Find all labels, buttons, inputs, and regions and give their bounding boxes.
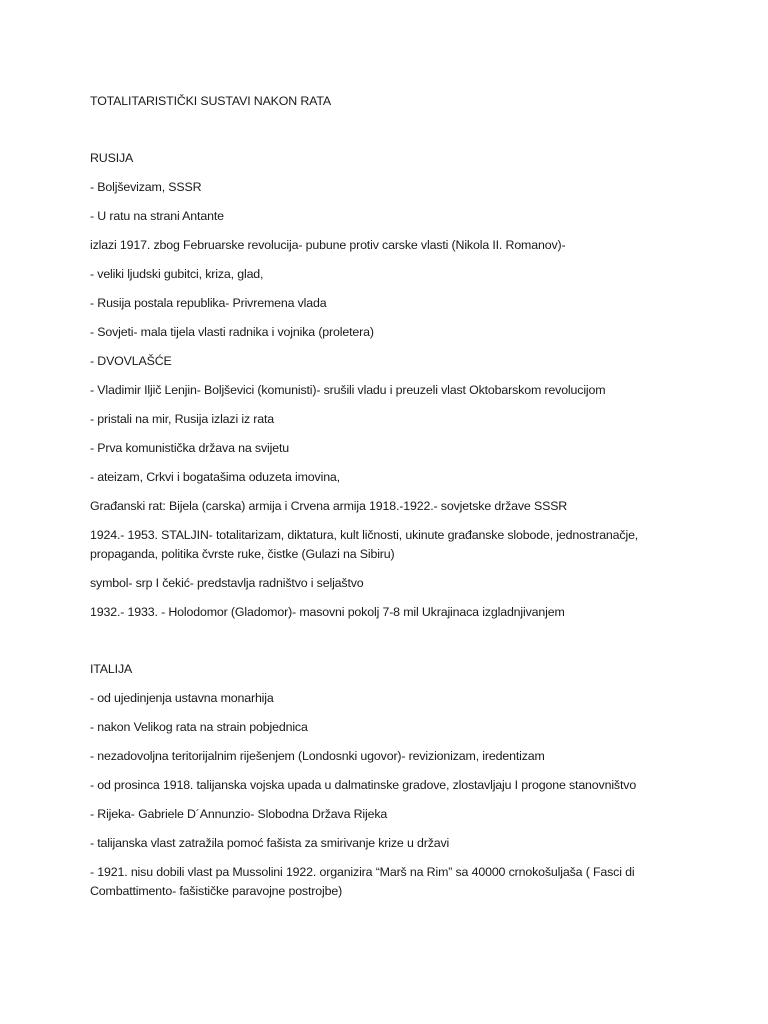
text-line: izlazi 1917. zbog Februarske revolucija- pubune protiv carske vlasti (Nikola II. Romanov)-: [90, 238, 566, 252]
text-line: symbol- srp I čekić- predstavlja radništvo i seljaštvo: [90, 576, 364, 590]
text-paragraph: 1924.- 1953. STALJIN- totalitarizam, diktatura, kult ličnosti, ukinute građanske slobode, jednostranačje, propaganda, politika čvrste ruke, čistke (Gulazi na Sibiru): [90, 528, 639, 561]
text-line: - veliki ljudski gubitci, kriza, glad,: [90, 267, 264, 281]
text-paragraph: - 1921. nisu dobili vlast pa Mussolini 1922. organizira “Marš na Rim” sa 40000 crnokošuljaša ( Fasci di Combattimento- fašističke paravojne postrojbe): [90, 865, 635, 898]
document-body: [90, 92, 690, 911]
text-line: - ateizam, Crkvi i bogatašima oduzeta imovina,: [90, 470, 340, 484]
text-line: - pristali na mir, Rusija izlazi iz rata: [90, 412, 275, 426]
text-line: 1932.- 1933. - Holodomor (Gladomor)- masovni pokolj 7-8 mil Ukrajinaca izgladnjivanjem: [90, 605, 565, 619]
text-line: - talijanska vlast zatražila pomoć fašista za smirivanje krize u državi: [90, 836, 450, 850]
text-line: - Boljševizam, SSSR: [90, 180, 202, 194]
text-line: - nakon Velikog rata na strain pobjednica: [90, 720, 308, 734]
text-line: - Vladimir Iljič Lenjin- Boljševici (komunisti)- srušili vladu i preuzeli vlast Oktobarskom revolucijom: [90, 383, 606, 397]
text-line: - Sovjeti- mala tijela vlasti radnika i vojnika (proletera): [90, 325, 374, 339]
text-line: - nezadovoljna teritorijalnim riješenjem (Londosnki ugovor)- revizionizam, iredentizam: [90, 749, 545, 763]
text-line: - od ujedinjenja ustavna monarhija: [90, 691, 274, 705]
text-line: - Rijeka- Gabriele D´Annunzio- Slobodna Država Rijeka: [90, 807, 388, 821]
text-line: - Prva komunistička država na svijetu: [90, 441, 289, 455]
text-line: - od prosinca 1918. talijanska vojska upada u dalmatinske gradove, zlostavljaju I progone stanovništvo: [90, 778, 637, 792]
text-line: - U ratu na strani Antante: [90, 209, 224, 223]
text-line: - DVOVLAŠĆE: [90, 354, 172, 368]
section-heading-rusija: RUSIJA: [90, 151, 134, 165]
text-line: Građanski rat: Bijela (carska) armija i Crvena armija 1918.-1922.- sovjetske države SSSR: [90, 499, 568, 513]
text-line: - Rusija postala republika- Privremena vlada: [90, 296, 327, 310]
section-heading-italija: ITALIJA: [90, 662, 133, 676]
document-title: TOTALITARISTIČKI SUSTAVI NAKON RATA: [90, 94, 331, 108]
